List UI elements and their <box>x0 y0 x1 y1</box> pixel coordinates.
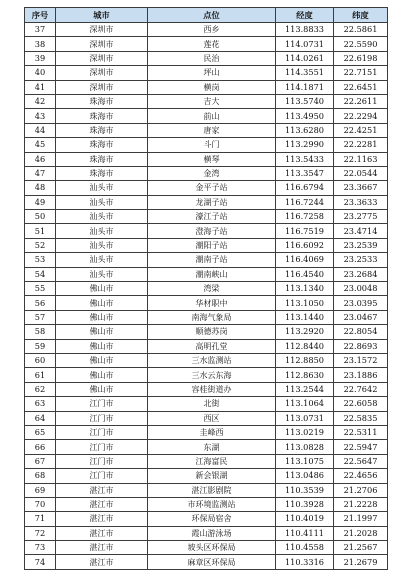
cell-longitude: 113.2990 <box>276 138 334 152</box>
cell-site: 潮南子站 <box>148 253 276 267</box>
cell-index: 45 <box>25 138 56 152</box>
cell-latitude: 22.5590 <box>334 37 388 51</box>
cell-index: 64 <box>25 411 56 425</box>
cell-city: 佛山市 <box>56 296 148 310</box>
cell-city: 深圳市 <box>56 66 148 80</box>
cell-site: 坪山 <box>148 66 276 80</box>
cell-latitude: 22.6058 <box>334 397 388 411</box>
cell-longitude: 113.6280 <box>276 123 334 137</box>
cell-longitude: 114.3551 <box>276 66 334 80</box>
cell-site: 市环境监测站 <box>148 497 276 511</box>
cell-city: 佛山市 <box>56 353 148 367</box>
table-row <box>25 238 388 252</box>
header-site: 点位 <box>148 8 276 23</box>
cell-longitude: 113.4950 <box>276 109 334 123</box>
table-row <box>25 37 388 51</box>
cell-site: 金湾 <box>148 166 276 180</box>
cell-latitude: 22.7151 <box>334 66 388 80</box>
cell-latitude: 21.2706 <box>334 483 388 497</box>
table-row <box>25 526 388 540</box>
cell-longitude: 113.3547 <box>276 166 334 180</box>
table-row <box>25 94 388 108</box>
cell-index: 42 <box>25 94 56 108</box>
cell-longitude: 114.0261 <box>276 51 334 65</box>
cell-site: 潮阳子站 <box>148 238 276 252</box>
header-city: 城市 <box>56 8 148 23</box>
cell-index: 67 <box>25 454 56 468</box>
cell-longitude: 113.2544 <box>276 382 334 396</box>
header-index: 序号 <box>25 8 56 23</box>
cell-city: 佛山市 <box>56 282 148 296</box>
cell-site: 潮南峡山 <box>148 267 276 281</box>
cell-site: 环保局宿舍 <box>148 512 276 526</box>
cell-longitude: 116.7244 <box>276 195 334 209</box>
cell-site: 湛江影剧院 <box>148 483 276 497</box>
cell-city: 江门市 <box>56 397 148 411</box>
cell-city: 江门市 <box>56 425 148 439</box>
cell-city: 佛山市 <box>56 382 148 396</box>
cell-site: 莲花 <box>148 37 276 51</box>
cell-site: 霞山游泳场 <box>148 526 276 540</box>
cell-site: 湾梁 <box>148 282 276 296</box>
cell-city: 汕头市 <box>56 238 148 252</box>
cell-city: 汕头市 <box>56 224 148 238</box>
cell-index: 54 <box>25 267 56 281</box>
cell-latitude: 22.6451 <box>334 80 388 94</box>
cell-site: 西乡 <box>148 23 276 37</box>
table-row <box>25 555 388 569</box>
cell-city: 珠海市 <box>56 109 148 123</box>
cell-city: 珠海市 <box>56 152 148 166</box>
cell-city: 湛江市 <box>56 483 148 497</box>
cell-latitude: 22.5835 <box>334 411 388 425</box>
cell-index: 50 <box>25 210 56 224</box>
cell-index: 47 <box>25 166 56 180</box>
cell-city: 湛江市 <box>56 497 148 511</box>
cell-index: 59 <box>25 339 56 353</box>
table-row <box>25 138 388 152</box>
cell-latitude: 22.5947 <box>334 440 388 454</box>
cell-site: 华材职中 <box>148 296 276 310</box>
cell-longitude: 113.5740 <box>276 94 334 108</box>
table-row <box>25 512 388 526</box>
cell-latitude: 22.6198 <box>334 51 388 65</box>
table-row <box>25 411 388 425</box>
cell-index: 70 <box>25 497 56 511</box>
cell-latitude: 21.2567 <box>334 541 388 555</box>
cell-longitude: 110.4019 <box>276 512 334 526</box>
cell-site: 坡头区环保局 <box>148 541 276 555</box>
cell-longitude: 113.0219 <box>276 425 334 439</box>
cell-latitude: 22.4656 <box>334 469 388 483</box>
cell-index: 57 <box>25 310 56 324</box>
table-row <box>25 80 388 94</box>
cell-index: 44 <box>25 123 56 137</box>
cell-site: 东湖 <box>148 440 276 454</box>
table-row <box>25 282 388 296</box>
cell-longitude: 116.6092 <box>276 238 334 252</box>
cell-longitude: 113.8833 <box>276 23 334 37</box>
table-row <box>25 541 388 555</box>
table-row <box>25 166 388 180</box>
cell-city: 湛江市 <box>56 526 148 540</box>
table-row <box>25 210 388 224</box>
table-row <box>25 195 388 209</box>
cell-city: 汕头市 <box>56 195 148 209</box>
cell-index: 58 <box>25 325 56 339</box>
monitoring-sites-table <box>24 7 388 570</box>
cell-city: 汕头市 <box>56 181 148 195</box>
cell-index: 74 <box>25 555 56 569</box>
cell-site: 西区 <box>148 411 276 425</box>
cell-city: 湛江市 <box>56 541 148 555</box>
cell-city: 湛江市 <box>56 512 148 526</box>
table-row <box>25 339 388 353</box>
cell-site: 容桂街道办 <box>148 382 276 396</box>
cell-longitude: 113.2920 <box>276 325 334 339</box>
cell-longitude: 110.3539 <box>276 483 334 497</box>
cell-latitude: 22.8054 <box>334 325 388 339</box>
cell-city: 深圳市 <box>56 37 148 51</box>
cell-latitude: 22.1163 <box>334 152 388 166</box>
cell-site: 顺德苏岗 <box>148 325 276 339</box>
cell-index: 38 <box>25 37 56 51</box>
cell-index: 46 <box>25 152 56 166</box>
cell-city: 江门市 <box>56 469 148 483</box>
cell-latitude: 23.3633 <box>334 195 388 209</box>
cell-city: 深圳市 <box>56 23 148 37</box>
cell-site: 三水监测站 <box>148 353 276 367</box>
cell-city: 佛山市 <box>56 339 148 353</box>
cell-longitude: 116.7258 <box>276 210 334 224</box>
cell-index: 49 <box>25 195 56 209</box>
table-row <box>25 397 388 411</box>
cell-site: 新会银湖 <box>148 469 276 483</box>
cell-index: 37 <box>25 23 56 37</box>
cell-city: 珠海市 <box>56 138 148 152</box>
cell-longitude: 113.5433 <box>276 152 334 166</box>
table-row <box>25 310 388 324</box>
cell-index: 41 <box>25 80 56 94</box>
cell-site: 唐家 <box>148 123 276 137</box>
cell-site: 澄海子站 <box>148 224 276 238</box>
cell-index: 65 <box>25 425 56 439</box>
table-body <box>25 23 388 570</box>
cell-site: 横琴 <box>148 152 276 166</box>
cell-latitude: 21.2028 <box>334 526 388 540</box>
cell-longitude: 112.8630 <box>276 368 334 382</box>
cell-index: 69 <box>25 483 56 497</box>
cell-latitude: 22.8693 <box>334 339 388 353</box>
cell-city: 佛山市 <box>56 325 148 339</box>
header-longitude: 经度 <box>276 8 334 23</box>
cell-longitude: 113.1050 <box>276 296 334 310</box>
cell-latitude: 22.2611 <box>334 94 388 108</box>
cell-latitude: 22.4251 <box>334 123 388 137</box>
cell-city: 湛江市 <box>56 555 148 569</box>
table-row <box>25 454 388 468</box>
cell-index: 53 <box>25 253 56 267</box>
cell-latitude: 21.2228 <box>334 497 388 511</box>
cell-latitude: 23.0048 <box>334 282 388 296</box>
table-row <box>25 66 388 80</box>
cell-longitude: 116.7519 <box>276 224 334 238</box>
table-row <box>25 109 388 123</box>
cell-city: 深圳市 <box>56 51 148 65</box>
cell-latitude: 22.5647 <box>334 454 388 468</box>
cell-city: 江门市 <box>56 411 148 425</box>
table-row <box>25 353 388 367</box>
cell-site: 三水云东海 <box>148 368 276 382</box>
table-row <box>25 325 388 339</box>
table-row <box>25 224 388 238</box>
cell-city: 江门市 <box>56 454 148 468</box>
cell-latitude: 22.0544 <box>334 166 388 180</box>
cell-city: 汕头市 <box>56 267 148 281</box>
cell-longitude: 112.8440 <box>276 339 334 353</box>
table-row <box>25 368 388 382</box>
table-row <box>25 483 388 497</box>
table-header-row <box>25 8 388 23</box>
cell-city: 珠海市 <box>56 94 148 108</box>
cell-latitude: 22.5861 <box>334 23 388 37</box>
table-row <box>25 267 388 281</box>
cell-index: 60 <box>25 353 56 367</box>
cell-latitude: 23.1572 <box>334 353 388 367</box>
cell-longitude: 113.0486 <box>276 469 334 483</box>
cell-index: 71 <box>25 512 56 526</box>
cell-longitude: 110.3316 <box>276 555 334 569</box>
cell-index: 72 <box>25 526 56 540</box>
cell-longitude: 110.3928 <box>276 497 334 511</box>
cell-city: 珠海市 <box>56 123 148 137</box>
cell-site: 麻章区环保局 <box>148 555 276 569</box>
cell-index: 48 <box>25 181 56 195</box>
cell-index: 56 <box>25 296 56 310</box>
cell-site: 前山 <box>148 109 276 123</box>
cell-longitude: 113.0828 <box>276 440 334 454</box>
cell-longitude: 114.0731 <box>276 37 334 51</box>
cell-site: 高明孔堂 <box>148 339 276 353</box>
cell-index: 73 <box>25 541 56 555</box>
cell-site: 南海气象局 <box>148 310 276 324</box>
cell-longitude: 114.1871 <box>276 80 334 94</box>
cell-site: 濠江子站 <box>148 210 276 224</box>
cell-longitude: 113.1064 <box>276 397 334 411</box>
cell-index: 39 <box>25 51 56 65</box>
cell-longitude: 116.6794 <box>276 181 334 195</box>
table-row <box>25 181 388 195</box>
cell-index: 61 <box>25 368 56 382</box>
table-row <box>25 253 388 267</box>
cell-latitude: 23.2775 <box>334 210 388 224</box>
cell-index: 68 <box>25 469 56 483</box>
cell-index: 66 <box>25 440 56 454</box>
cell-latitude: 22.2281 <box>334 138 388 152</box>
cell-index: 55 <box>25 282 56 296</box>
table-row <box>25 469 388 483</box>
cell-site: 江海富民 <box>148 454 276 468</box>
cell-site: 横岗 <box>148 80 276 94</box>
cell-longitude: 113.1075 <box>276 454 334 468</box>
table-row <box>25 123 388 137</box>
cell-longitude: 112.8850 <box>276 353 334 367</box>
cell-latitude: 23.3667 <box>334 181 388 195</box>
cell-index: 43 <box>25 109 56 123</box>
cell-latitude: 22.5311 <box>334 425 388 439</box>
cell-latitude: 22.2294 <box>334 109 388 123</box>
cell-index: 40 <box>25 66 56 80</box>
cell-site: 金平子站 <box>148 181 276 195</box>
cell-city: 江门市 <box>56 440 148 454</box>
cell-site: 民治 <box>148 51 276 65</box>
table-row <box>25 296 388 310</box>
cell-longitude: 110.4558 <box>276 541 334 555</box>
cell-index: 63 <box>25 397 56 411</box>
cell-latitude: 21.2679 <box>334 555 388 569</box>
cell-city: 珠海市 <box>56 166 148 180</box>
table-row <box>25 497 388 511</box>
cell-longitude: 110.4111 <box>276 526 334 540</box>
cell-city: 佛山市 <box>56 310 148 324</box>
cell-city: 汕头市 <box>56 210 148 224</box>
cell-latitude: 23.4714 <box>334 224 388 238</box>
table-row <box>25 382 388 396</box>
cell-latitude: 22.7642 <box>334 382 388 396</box>
table-row <box>25 152 388 166</box>
cell-site: 吉大 <box>148 94 276 108</box>
cell-latitude: 23.0467 <box>334 310 388 324</box>
document-page <box>24 7 387 570</box>
cell-city: 佛山市 <box>56 368 148 382</box>
cell-site: 北街 <box>148 397 276 411</box>
cell-latitude: 23.1886 <box>334 368 388 382</box>
cell-latitude: 23.2533 <box>334 253 388 267</box>
table-row <box>25 51 388 65</box>
cell-city: 汕头市 <box>56 253 148 267</box>
cell-latitude: 23.2684 <box>334 267 388 281</box>
cell-city: 深圳市 <box>56 80 148 94</box>
table-row <box>25 23 388 37</box>
cell-index: 62 <box>25 382 56 396</box>
cell-latitude: 23.0395 <box>334 296 388 310</box>
cell-index: 51 <box>25 224 56 238</box>
cell-site: 圭峰西 <box>148 425 276 439</box>
cell-longitude: 113.1440 <box>276 310 334 324</box>
cell-longitude: 116.4069 <box>276 253 334 267</box>
cell-longitude: 113.0731 <box>276 411 334 425</box>
cell-latitude: 23.2539 <box>334 238 388 252</box>
cell-longitude: 113.1340 <box>276 282 334 296</box>
cell-latitude: 21.1997 <box>334 512 388 526</box>
cell-index: 52 <box>25 238 56 252</box>
cell-site: 龙湖子站 <box>148 195 276 209</box>
table-row <box>25 440 388 454</box>
cell-longitude: 116.4540 <box>276 267 334 281</box>
cell-site: 斗门 <box>148 138 276 152</box>
header-latitude: 纬度 <box>334 8 388 23</box>
table-row <box>25 425 388 439</box>
